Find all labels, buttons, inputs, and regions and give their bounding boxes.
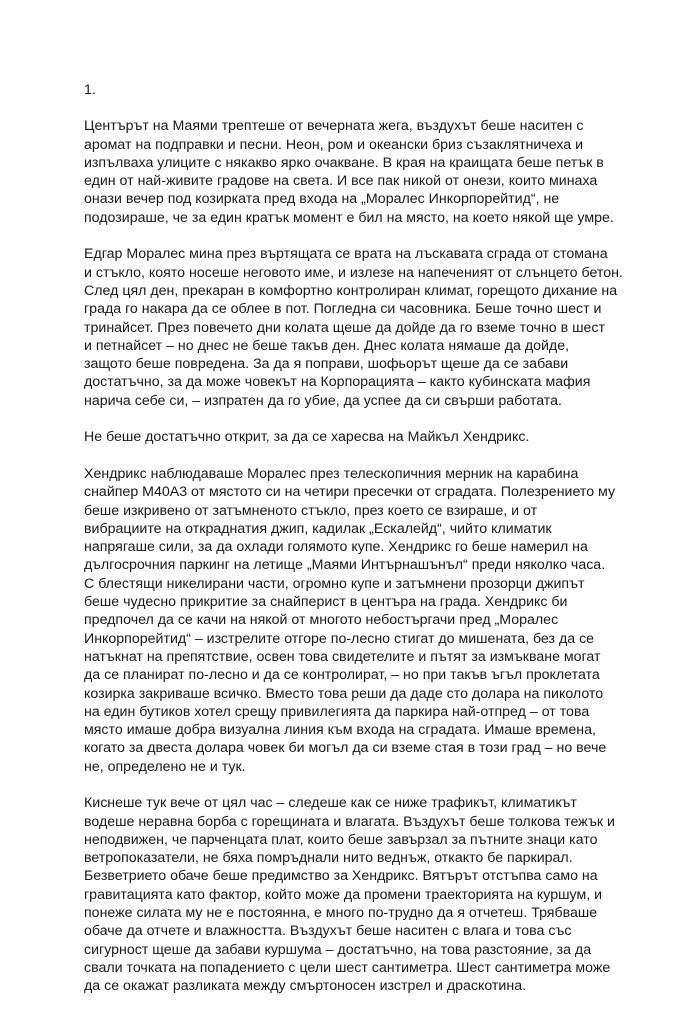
text-line: нарича себе си, – изпратен да го убие, да успее да си свърши работата. — [84, 392, 562, 409]
text-line: снайпер М40А3 от мястото си на четири пресечки от сградата. Полезрението му — [84, 484, 616, 501]
text-line: онази вечер под козирката пред входа на „Моралес Инкорпорейтид“, не — [84, 191, 560, 208]
paragraph — [84, 465, 629, 776]
text-line: С блестящи никелирани части, огромно купе и затъмнени прозорци джипът — [84, 575, 585, 592]
text-line: да се окажат разликата между смъртоносен изстрел и драскотина. — [84, 978, 527, 995]
text-line: когато за двеста долара човек би могъл да си вземе стая в този град – но вече — [84, 740, 607, 757]
paragraph — [84, 794, 629, 995]
text-line: беше изкривено от затъмненото стъкло, през което се взираше, и от — [84, 502, 538, 519]
text-line: Едгар Моралес мина през въртящата се врата на лъскавата сграда от стомана — [84, 246, 608, 263]
paragraph — [84, 428, 629, 446]
text-line: гравитацията като фактор, който може да промени траекторията на куршум, и — [84, 886, 603, 903]
text-line: свали точката на попадението с цели шест сантиметра. Шест сантиметра може — [84, 959, 611, 976]
text-line: аромат на подправки и песни. Неон, ром и океански бриз съзаклятничеха и — [84, 136, 584, 153]
text-line: Киснеше тук вече от цял час – следеше как се ниже трафикът, климатикът — [84, 795, 577, 812]
text-line: Безветрието обаче беше предимство за Хендрикс. Вятърът отстъпва само на — [84, 868, 598, 885]
text-line: натъкнат на препятствие, освен това свидетелите и пътят за измъкване могат — [84, 648, 601, 665]
text-line: място имаше добра визуална линия към входа на сградата. Имаше времена, — [84, 722, 596, 739]
text-line: защото беше повредена. За да я поправи, шофьорът щеше да се забави — [84, 356, 569, 373]
text-line: да се планират по-лесно и да се контролират, – но при такъв ъгъл проклетата — [84, 667, 600, 684]
text-line: неподвижен, че парченцата плат, които беше завързал за пътните знаци като — [84, 831, 598, 848]
document-body — [84, 81, 629, 1014]
text-line: Хендрикс наблюдаваше Моралес през телескопичния мерник на карабина — [84, 465, 579, 482]
paragraph-list — [84, 117, 629, 995]
text-line: един от най-живите градове на света. И все пак никой от онези, които минаха — [84, 173, 598, 190]
text-line: подозираше, че за един кратък момент е бил на място, на което някой ще умре. — [84, 209, 614, 226]
text-line: козирка закриваше всичко. Вместо това реши да даде сто долара на пиколото — [84, 685, 604, 702]
text-line: Центърът на Маями трептеше от вечерната жега, въздухът беше наситен с — [84, 118, 584, 135]
text-line: вибрациите на откраднатия джип, кадилак „Ескалейд“, чийто климатик — [84, 520, 552, 537]
text-line: достатъчно, за да може човекът на Корпорацията – както кубинската мафия — [84, 374, 591, 391]
text-line: водеше неравна борба с горещината и влагата. Въздухът беше толкова тежък и — [84, 813, 615, 830]
text-line: понеже силата му не е постоянна, е много по-трудно да я отчетеш. Трябваше — [84, 905, 598, 922]
text-line: града го накара да се облее в пот. Погледна си часовника. Беше точно шест и — [84, 301, 602, 318]
text-line: След цял ден, прекаран в комфортно контролиран климат, горещото дихание на — [84, 282, 618, 299]
text-line: Инкорпорейтид“ – изстрелите отгоре по-лесно стигат до мишената, без да се — [84, 630, 595, 647]
text-line: тринайсет. През повечето дни колата щеше да дойде да го вземе точно в шест — [84, 319, 605, 336]
text-line: предпочел да се качи на някой от многото небостъргачи пред „Моралес — [84, 612, 559, 629]
text-line: напрягаше сили, за да охлади голямото купе. Хендрикс го беше намерил на — [84, 539, 588, 556]
text-line: беше чудесно прикритие за снайперист в центъра на града. Хендрикс би — [84, 594, 568, 611]
text-line: Не беше достатъчно открит, за да се харесва на Майкъл Хендрикс. — [84, 429, 530, 446]
text-line: обаче да отчете и влажността. Въздухът беше наситен с влага и това със — [84, 923, 572, 940]
chapter-number: 1. — [84, 82, 96, 98]
text-line: дългосрочния паркинг на летище „Маями Интърнашънъл“ преди няколко часа. — [84, 557, 606, 574]
text-line: на един бутиков хотел срещу привилегията да паркира най-отпред – от това — [84, 703, 590, 720]
text-line: не, определено не и тук. — [84, 758, 246, 775]
text-line: и петнайсет – но днес не беше такъв ден. Днес колата нямаше да дойде, — [84, 337, 570, 354]
text-line: и стъкло, която носеше неговото име, и излезе на напеченият от слънцето бетон. — [84, 264, 623, 281]
paragraph — [84, 117, 629, 227]
text-line: сигурност щеше да забави куршума – достатъчно, на това разстояние, за да — [84, 941, 592, 958]
text-line: ветропоказатели, не бяха помръднали нито веднъж, откакто бе паркирал. — [84, 850, 573, 867]
paragraph — [84, 245, 629, 410]
text-line: изпълваха улиците с някакво ярко очакване. В края на краищата беше петък в — [84, 154, 604, 171]
